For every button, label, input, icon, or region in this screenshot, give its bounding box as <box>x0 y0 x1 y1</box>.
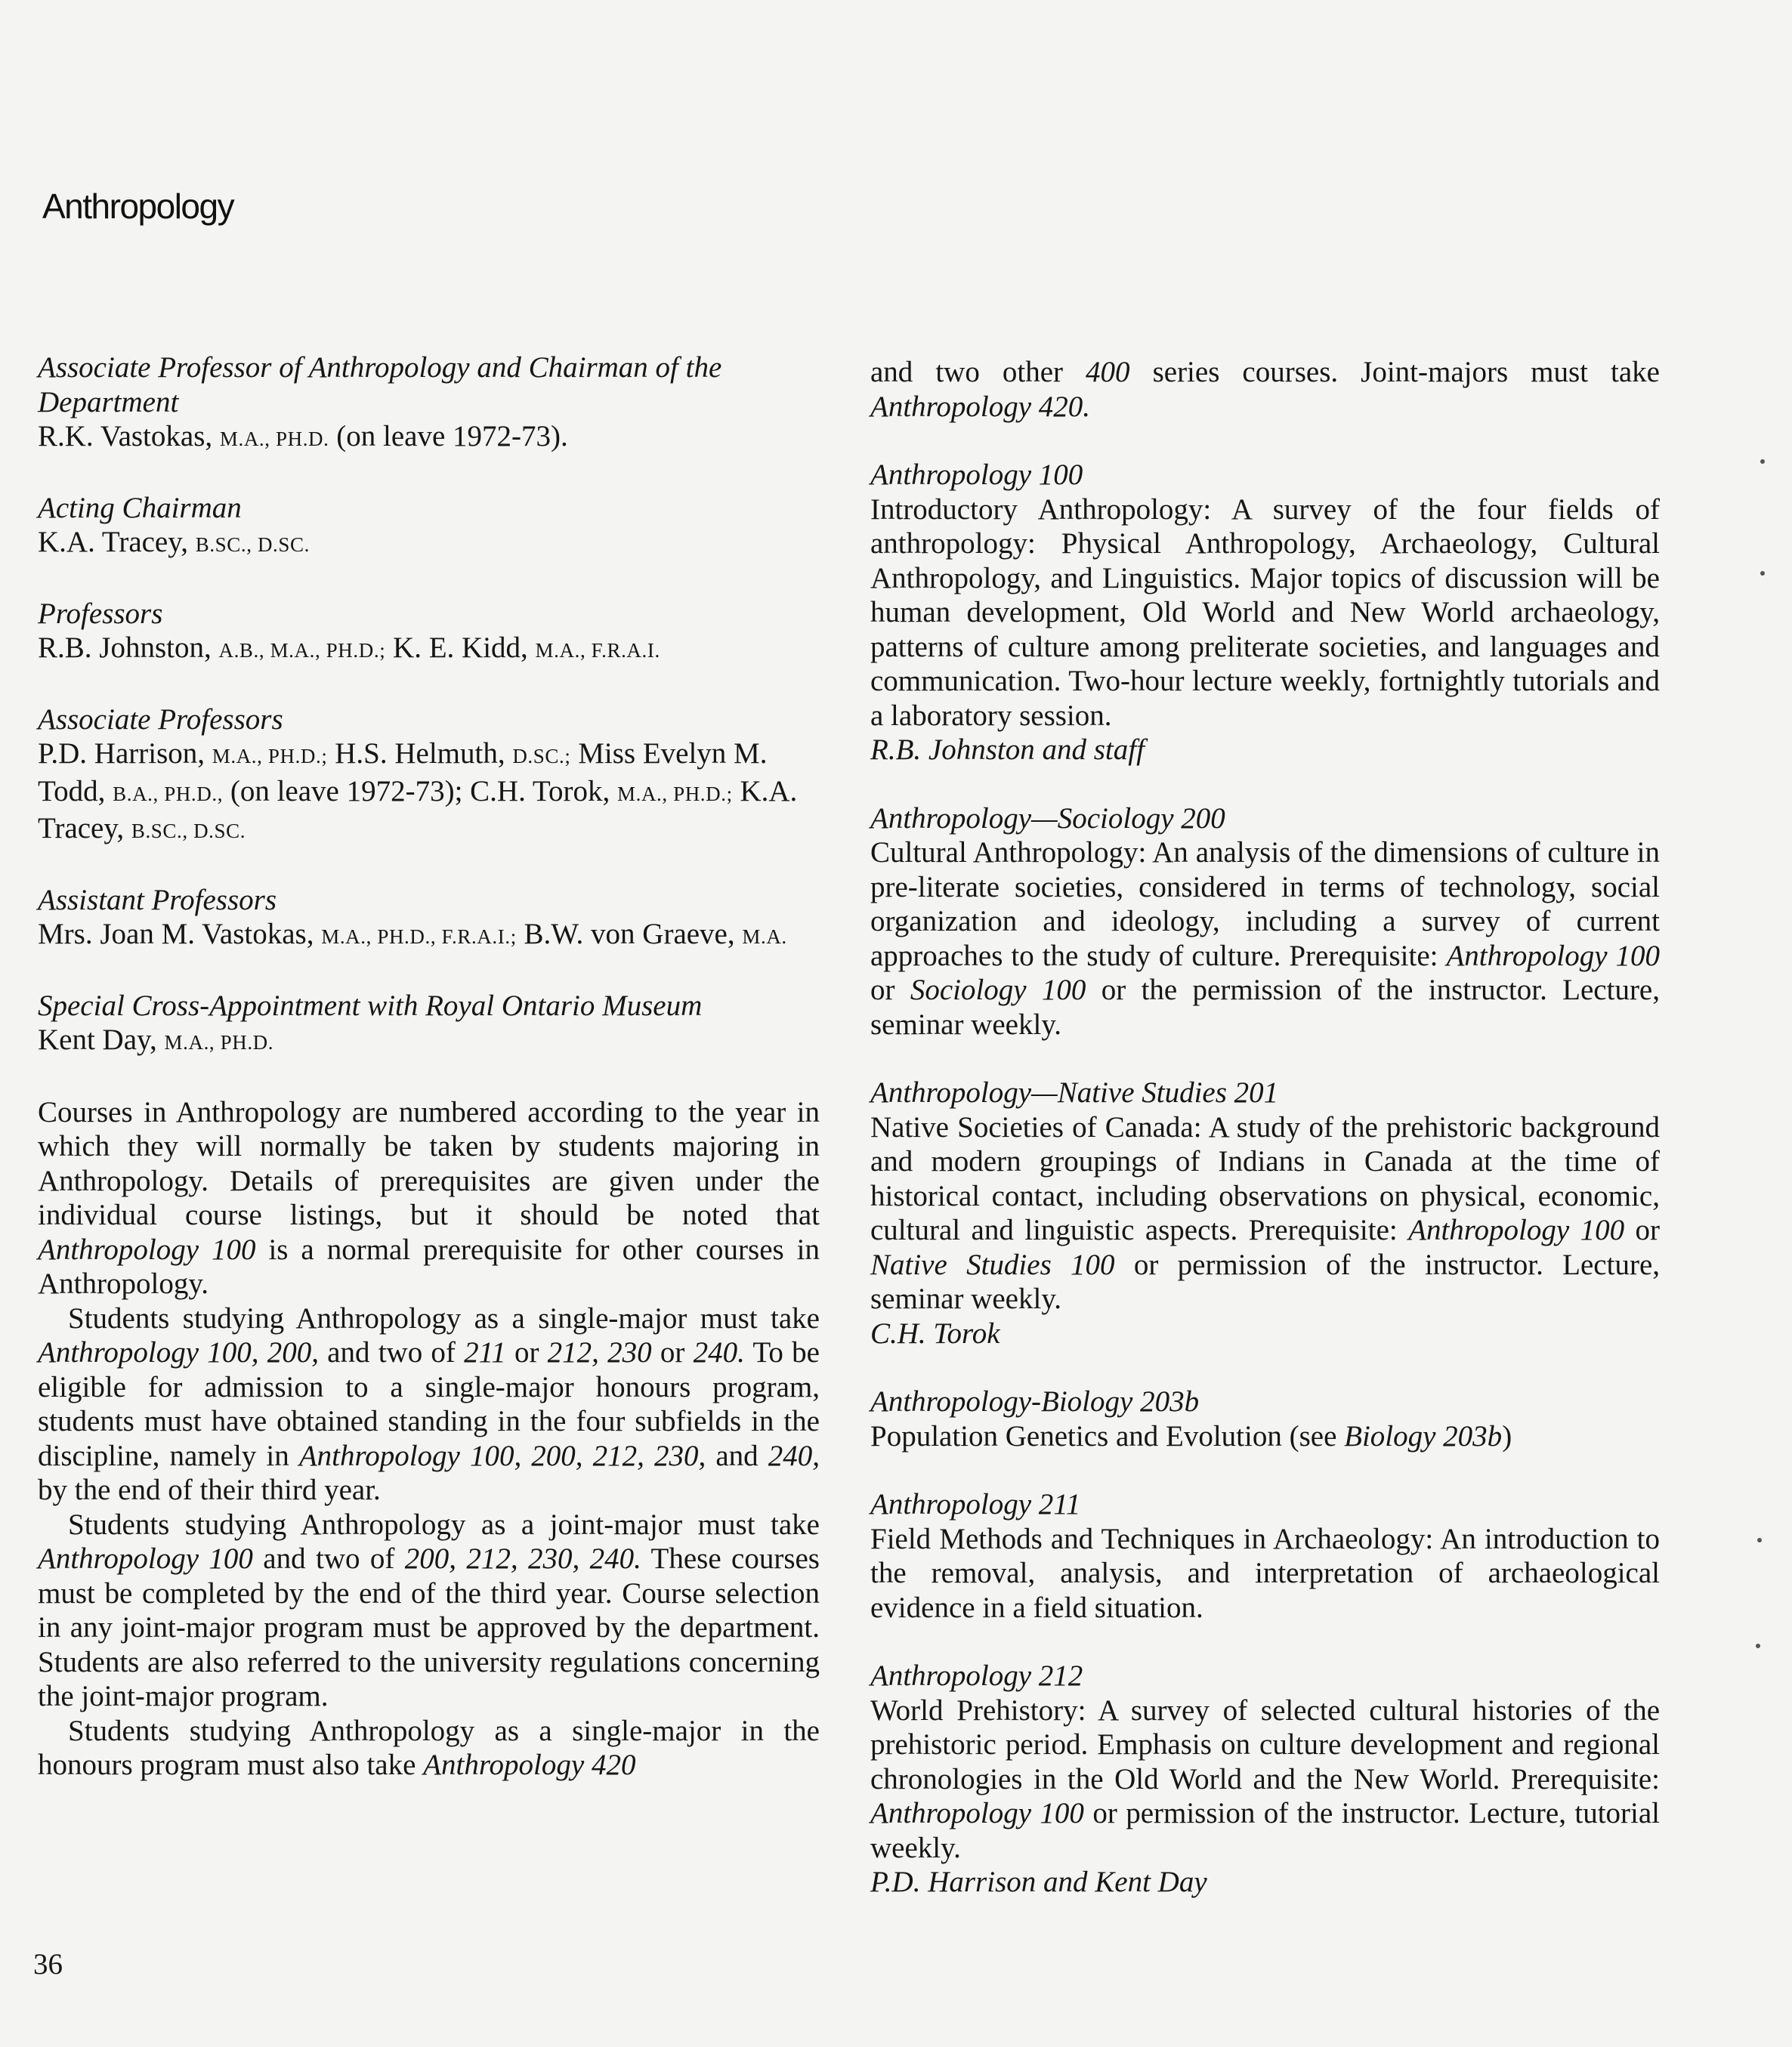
italic-text: Anthropology 100 <box>1446 939 1660 972</box>
staff-name: H.S. Helmuth, <box>335 737 505 770</box>
staff-group <box>38 491 820 563</box>
course-code: Anthropology—Native Studies 201 <box>870 1076 1279 1109</box>
text-segment: or <box>505 1336 548 1369</box>
intro-paragraph <box>38 1714 820 1783</box>
text-segment: and two of <box>318 1336 465 1369</box>
text-segment: Students studying Anthropology as a single-major must take <box>68 1301 820 1335</box>
scan-speck <box>1760 571 1765 576</box>
staff-degrees: B.SC., D.SC. <box>195 533 310 556</box>
course-instructor: P.D. Harrison and Kent Day <box>870 1866 1207 1898</box>
course-description <box>870 492 1660 733</box>
italic-text: Biology 203b <box>1344 1419 1503 1453</box>
course-entry <box>870 1659 1660 1900</box>
staff-name: R.B. Johnston, <box>38 631 212 664</box>
text-segment: or permission of the instructor. Lecture, seminar weekly. <box>870 1248 1661 1315</box>
staff-name: K. E. Kidd, <box>393 631 528 664</box>
right-column <box>870 355 1660 1900</box>
staff-members <box>38 1023 820 1061</box>
text-segment: Courses in Anthropology are numbered according to the year in which they will normally be taken by students majoring in Anthropology. Details of prerequisites are given under the individual course listings, but it should be noted that <box>38 1095 820 1231</box>
text-segment: ) <box>1502 1419 1512 1453</box>
staff-role: Associate Professors <box>38 702 283 736</box>
course-code: Anthropology-Biology 203b <box>870 1385 1200 1418</box>
staff-group <box>38 883 820 955</box>
intro-text <box>38 1095 820 1783</box>
course-instructor: C.H. Torok <box>870 1317 1000 1350</box>
staff-name: R.K. Vastokas, <box>38 420 213 452</box>
course-instructor: R.B. Johnston and staff <box>870 733 1145 766</box>
course-entry <box>870 458 1660 767</box>
staff-name: K.A. Tracey, <box>38 526 188 558</box>
italic-text: Anthropology 100 <box>38 1233 256 1266</box>
staff-role: Acting Chairman <box>38 491 242 524</box>
italic-text: 212, 230 <box>547 1336 652 1369</box>
course-code: Anthropology—Sociology 200 <box>870 801 1225 835</box>
italic-text: Anthropology 420 <box>423 1749 636 1781</box>
staff-degrees: M.A. <box>742 925 787 948</box>
italic-text: 211 <box>464 1336 506 1369</box>
staff-role: Associate Professor of Anthropology and Chairman of the Department <box>38 351 722 418</box>
staff-degrees: B.SC., D.SC. <box>131 820 246 842</box>
staff-role: Professors <box>38 597 163 630</box>
page-title: Anthropology <box>42 187 234 226</box>
text-segment: To be eligible for admission to a single-major honours program, students must have obtained standing in the four subfields in the discipline, namely in <box>38 1336 820 1472</box>
text-segment: or the permission of the instructor. Lecture, seminar weekly. <box>870 974 1660 1041</box>
text-segment: World Prehistory: A survey of selected cultural histories of the prehistoric period. Emphasis on culture development and regional chronologies in the Old World and the New World. Prerequisite: <box>870 1693 1660 1795</box>
course-list <box>870 458 1660 1900</box>
italic-text: Anthropology 100 <box>38 1542 253 1575</box>
course-entry <box>870 1487 1660 1625</box>
staff-name: B.W. von Graeve, <box>524 918 735 950</box>
course-code: Anthropology 211 <box>870 1488 1081 1521</box>
text-segment: or <box>1624 1214 1660 1246</box>
staff-members <box>38 631 820 668</box>
text-segment: Introductory Anthropology: A survey of the four fields of anthropology: Physical Anthropology, Archaeology, Cultural Anthropology, and Linguistics. Major topics of discussion will be human development, Old World and New World archaeology, patterns of culture among preliterate societies, and languages and communication. Two-hour lecture weekly, fortnightly tutorials and a laboratory session. <box>870 492 1660 732</box>
staff-group <box>38 989 820 1061</box>
text-segment: These courses must be completed by the end of the third year. Course selection in any joint-major program must be approved by the department. Students are also referred to the university regulations concerning the joint-major program. <box>38 1542 820 1712</box>
italic-text: 400 <box>1086 356 1130 388</box>
intro-paragraph <box>38 1508 820 1714</box>
course-description <box>870 1419 1660 1454</box>
staff-degrees: B.A., PH.D., <box>113 782 224 805</box>
italic-text: 240, <box>768 1439 820 1472</box>
staff-note: (on leave 1972-73); <box>223 774 471 807</box>
text-segment: by the end of their third year. <box>38 1474 381 1506</box>
intro-paragraph-continued <box>870 355 1660 424</box>
staff-role: Assistant Professors <box>38 883 277 916</box>
staff-degrees: M.A., PH.D. <box>219 428 329 450</box>
scan-speck <box>1757 1538 1762 1542</box>
text-segment: or <box>651 1336 694 1369</box>
italic-text: Anthropology 100 <box>1408 1214 1625 1246</box>
staff-name: P.D. Harrison, <box>38 737 205 770</box>
staff-group <box>38 350 820 457</box>
text-segment: Field Methods and Techniques in Archaeology: An introduction to the removal, analysis, and interpretation of archaeological evidence in a field situation. <box>870 1522 1660 1624</box>
staff-name: C.H. Torok, <box>470 774 610 807</box>
intro-paragraph <box>38 1095 820 1301</box>
italic-text: Anthropology 100, 200, <box>38 1336 319 1369</box>
course-entry <box>870 1076 1660 1351</box>
staff-note <box>327 737 335 770</box>
course-description <box>870 1522 1660 1626</box>
intro-continuation <box>870 355 1660 424</box>
staff-degrees: M.A., PH.D.; <box>212 745 328 767</box>
staff-note <box>517 918 524 950</box>
text-segment: or permission of the instructor. Lecture, tutorial weekly. <box>870 1797 1660 1864</box>
italic-text: Anthropology 100, 200, 212, 230, <box>298 1439 706 1472</box>
italic-text: Anthropology 100 <box>870 1797 1084 1829</box>
italic-text: Native Studies 100 <box>870 1248 1115 1281</box>
course-code: Anthropology 212 <box>870 1660 1083 1692</box>
course-entry <box>870 1385 1660 1453</box>
staff-list <box>38 350 820 1061</box>
scan-speck <box>1760 459 1765 464</box>
staff-degrees: M.A., F.R.A.I. <box>535 639 660 662</box>
course-entry <box>870 801 1660 1042</box>
staff-group <box>38 702 820 849</box>
course-description <box>870 835 1660 1042</box>
text-segment: Population Genetics and Evolution (see <box>870 1419 1345 1453</box>
text-segment: and two of <box>252 1542 405 1575</box>
staff-name: Miss Evelyn M. Todd, <box>38 737 768 807</box>
text-segment: Native Societies of Canada: A study of the prehistoric background and modern groupings of Indians in Canada at the time of historical contact, including observations on physical, economic, cultural and linguistic aspects. Prerequisite: <box>870 1110 1660 1246</box>
staff-degrees: A.B., M.A., PH.D.; <box>218 639 386 662</box>
text-segment: and two other <box>870 356 1086 388</box>
staff-note <box>385 631 393 664</box>
staff-degrees: M.A., PH.D.; <box>616 782 733 805</box>
intro-paragraph <box>38 1301 820 1508</box>
course-code: Anthropology 100 <box>870 458 1083 491</box>
italic-text: 200, 212, 230, 240. <box>404 1542 641 1575</box>
left-column <box>38 350 820 1783</box>
course-description <box>870 1693 1660 1866</box>
staff-name: K.A. Tracey, <box>38 774 798 844</box>
staff-members <box>38 419 820 457</box>
staff-note <box>570 737 578 770</box>
scan-speck <box>1756 1644 1760 1648</box>
text-segment: Cultural Anthropology: An analysis of the dimensions of culture in pre-literate societies, considered in terms of technology, social organization and ideology, including a survey of current approaches to the study of culture. Prerequisite: <box>870 836 1660 972</box>
text-segment: series courses. Joint-majors must take <box>1129 356 1660 388</box>
staff-note <box>733 775 740 807</box>
staff-role: Special Cross-Appointment with Royal Ontario Museum <box>38 989 703 1022</box>
text-segment: and <box>706 1439 768 1472</box>
staff-degrees: D.SC.; <box>512 745 571 767</box>
page-number: 36 <box>33 1948 63 1981</box>
course-description <box>870 1110 1660 1317</box>
staff-note: (on leave 1972-73). <box>329 420 568 452</box>
text-segment: or <box>870 974 910 1006</box>
staff-members <box>38 525 820 563</box>
staff-name: Mrs. Joan M. Vastokas, <box>38 918 314 950</box>
italic-text: Anthropology 420. <box>870 390 1091 423</box>
staff-group <box>38 597 820 668</box>
text-segment: Students studying Anthropology as a single-major in the honours program must also take <box>38 1714 820 1781</box>
text-segment: Students studying Anthropology as a joint-major must take <box>68 1508 820 1541</box>
staff-degrees: M.A., PH.D. <box>164 1031 274 1054</box>
text-segment: is a normal prerequisite for other courses in Anthropology. <box>38 1233 820 1300</box>
staff-members <box>38 917 820 955</box>
staff-name: Kent Day, <box>38 1024 157 1056</box>
italic-text: Sociology 100 <box>910 974 1086 1006</box>
italic-text: 240. <box>693 1336 745 1369</box>
staff-members <box>38 736 820 849</box>
staff-degrees: M.A., PH.D., F.R.A.I.; <box>321 925 517 948</box>
